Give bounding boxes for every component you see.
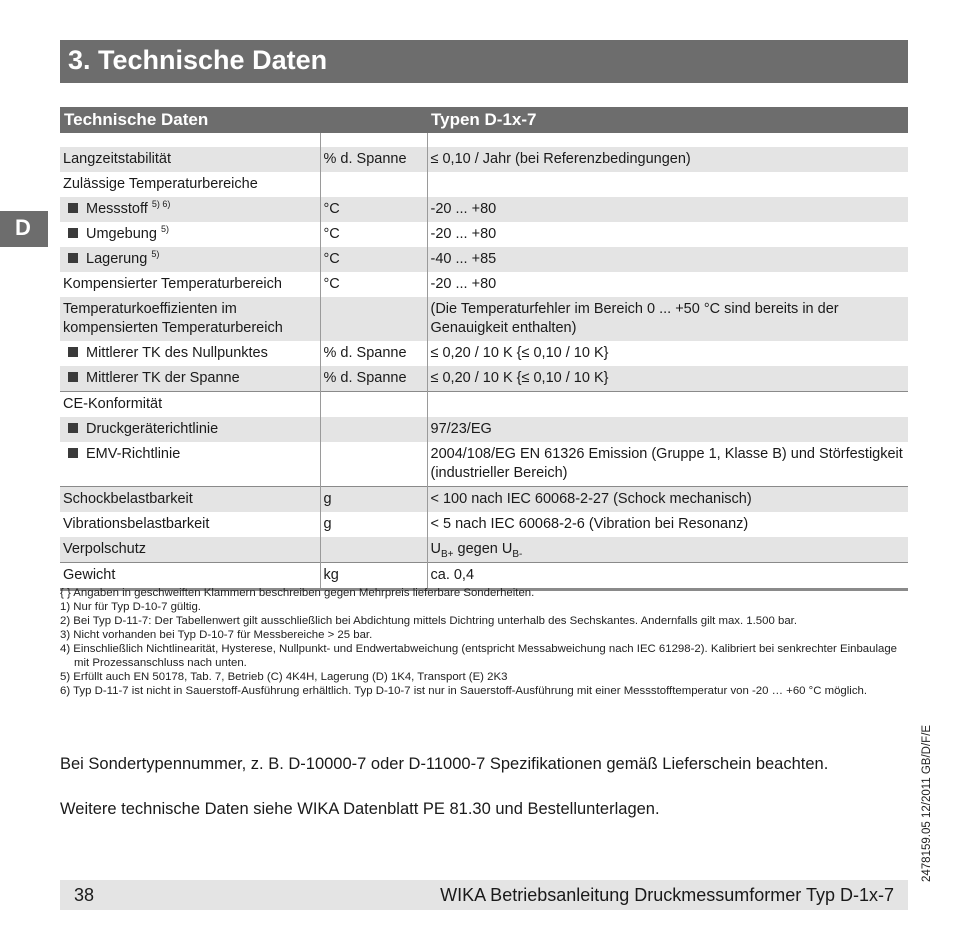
- row-unit: [320, 392, 427, 418]
- row-value: < 5 nach IEC 60068-2-6 (Vibration bei Resonanz): [427, 512, 908, 537]
- row-label: Vibrationsbelastbarkeit: [63, 516, 210, 532]
- row-value: -20 ... +80: [427, 222, 908, 247]
- section-title-bar: [60, 40, 908, 83]
- table-row: [60, 417, 908, 442]
- table-row: [60, 366, 908, 392]
- row-label-cell: [60, 341, 320, 366]
- row-label-cell: [60, 442, 320, 487]
- row-label-cell: [60, 487, 320, 513]
- row-label-cell: [60, 147, 320, 172]
- row-label-cell: [60, 366, 320, 392]
- row-label: Gewicht: [63, 567, 116, 583]
- row-unit: °C: [320, 247, 427, 272]
- row-value: ≤ 0,20 / 10 K {≤ 0,10 / 10 K}: [427, 366, 908, 392]
- subscript: B-: [512, 548, 523, 560]
- square-bullet-icon: [68, 228, 78, 238]
- table-row: [60, 197, 908, 222]
- table-row: [60, 512, 908, 537]
- row-unit: [320, 442, 427, 487]
- value-text: U: [430, 541, 441, 557]
- footnote: 3) Nicht vorhanden bei Typ D-10-7 für Messbereiche > 25 bar.: [60, 629, 373, 641]
- footer-title: WIKA Betriebsanleitung Druckmessumformer Typ D-1x-7: [440, 885, 894, 905]
- row-unit: g: [320, 512, 427, 537]
- table-header: [60, 107, 908, 133]
- language-tab-label: D: [15, 215, 31, 240]
- table-row: [60, 487, 908, 513]
- row-label: Temperaturkoeffizienten im kompensierten Temperaturbereich: [63, 301, 283, 336]
- row-unit: °C: [320, 222, 427, 247]
- square-bullet-icon: [68, 347, 78, 357]
- table-row: [60, 147, 908, 172]
- row-unit: [320, 417, 427, 442]
- row-value: [427, 537, 908, 563]
- row-value: [427, 392, 908, 418]
- footnote: { } Angaben in geschweiften Klammern beschreiben gegen Mehrpreis lieferbare Sonderheiten.: [60, 587, 535, 599]
- footnotes: [60, 586, 910, 698]
- table-row: [60, 392, 908, 418]
- row-unit: [320, 537, 427, 563]
- row-label: Kompensierter Temperaturbereich: [63, 276, 282, 292]
- row-label-cell: [60, 222, 320, 247]
- row-label: Umgebung: [86, 226, 157, 242]
- note-paragraph-2: Weitere technische Daten siehe WIKA Datenblatt PE 81.30 und Bestellunterlagen.: [60, 800, 660, 818]
- row-label: Langzeitstabilität: [63, 151, 172, 167]
- row-label: Lagerung: [86, 251, 148, 267]
- header-col-2: [320, 107, 427, 133]
- row-value: ca. 0,4: [427, 563, 908, 590]
- footnote: 1) Nur für Typ D-10-7 gültig.: [60, 601, 201, 613]
- row-value: 97/23/EG: [427, 417, 908, 442]
- subscript: B+: [440, 548, 454, 560]
- table-row: [60, 247, 908, 272]
- row-unit: kg: [320, 563, 427, 590]
- row-label-cell: [60, 297, 320, 341]
- row-label: Schockbelastbarkeit: [63, 491, 193, 507]
- square-bullet-icon: [68, 448, 78, 458]
- note-paragraph-1: Bei Sondertypennummer, z. B. D-10000-7 oder D-11000-7 Spezifikationen gemäß Lieferschein beachten.: [60, 755, 829, 773]
- row-label: Verpolschutz: [63, 541, 147, 557]
- row-value: ≤ 0,20 / 10 K {≤ 0,10 / 10 K}: [427, 341, 908, 366]
- table-row: [60, 297, 908, 341]
- row-label: Messstoff: [86, 201, 148, 217]
- row-label-cell: [60, 247, 320, 272]
- table-row: [60, 272, 908, 297]
- row-label-cell: [60, 392, 320, 418]
- row-unit: °C: [320, 197, 427, 222]
- row-unit: [320, 172, 427, 197]
- row-unit: % d. Spanne: [320, 147, 427, 172]
- row-unit: % d. Spanne: [320, 341, 427, 366]
- table-row: [60, 442, 908, 487]
- footnote-ref: 5) 6): [151, 199, 171, 210]
- footnote: 6) Typ D-11-7 ist nicht in Sauerstoff-Ausführung erhältlich. Typ D-10-7 ist nur in Sauerstoff-Ausführung mit einer Messstofftemperatur von -20 … +60 °C möglich.: [60, 685, 868, 697]
- header-col-1: Technische Daten: [60, 107, 320, 133]
- row-label-cell: [60, 272, 320, 297]
- language-tab: [0, 211, 48, 247]
- row-value: 2004/108/EG EN 61326 Emission (Gruppe 1, Klasse B) und Störfestigkeit (industrieller Bereich): [427, 442, 908, 487]
- square-bullet-icon: [68, 253, 78, 263]
- row-value: -20 ... +80: [427, 197, 908, 222]
- row-label: Mittlerer TK des Nullpunktes: [86, 345, 268, 361]
- section-title: 3. Technische Daten: [68, 45, 328, 75]
- row-value: (Die Temperaturfehler im Bereich 0 ... +50 °C sind bereits in der Genauigkeit enthalten): [427, 297, 908, 341]
- row-label-cell: [60, 512, 320, 537]
- table-row: [60, 341, 908, 366]
- row-unit: °C: [320, 272, 427, 297]
- row-label: Druckgeräterichtlinie: [86, 421, 219, 437]
- footnote: 5) Erfüllt auch EN 50178, Tab. 7, Betrieb (C) 4K4H, Lagerung (D) 1K4, Transport (E) 2K3: [60, 671, 508, 683]
- table-row: [60, 172, 908, 197]
- footnote: 2) Bei Typ D-11-7: Der Tabellenwert gilt ausschließlich bei Abdichtung mittels Dichtring unterhalb des Sechskantes. Andernfalls gilt max. 1.500 bar.: [60, 615, 797, 627]
- row-value: < 100 nach IEC 60068-2-27 (Schock mechanisch): [427, 487, 908, 513]
- row-label: Mittlerer TK der Spanne: [86, 370, 240, 386]
- footnote-ref: 5): [151, 249, 160, 260]
- row-unit: [320, 297, 427, 341]
- row-value: ≤ 0,10 / Jahr (bei Referenzbedingungen): [427, 147, 908, 172]
- document-number: 2478159.05 12/2011 GB/D/F/E: [921, 724, 933, 882]
- table-row: [60, 537, 908, 563]
- square-bullet-icon: [68, 203, 78, 213]
- footnote: 4) Einschließlich Nichtlinearität, Hysterese, Nullpunkt- und Endwertabweichung (entspricht Messabweichung nach IEC 61298-2). Kalibriert bei senkrechter Einbaulage mit Prozessanschluss nach unten.: [60, 643, 898, 669]
- row-label-cell: [60, 537, 320, 563]
- row-label: Zulässige Temperaturbereiche: [63, 176, 258, 192]
- footnote-ref: 5): [160, 224, 169, 235]
- row-label-cell: [60, 417, 320, 442]
- page-number: 38: [74, 885, 95, 905]
- header-col-3: Typen D-1x-7: [427, 107, 908, 133]
- table-row: [60, 222, 908, 247]
- row-label-cell: [60, 172, 320, 197]
- spec-table: [60, 107, 908, 591]
- row-unit: % d. Spanne: [320, 366, 427, 392]
- square-bullet-icon: [68, 372, 78, 382]
- value-text: gegen U: [453, 541, 513, 557]
- row-unit: g: [320, 487, 427, 513]
- page-footer: [60, 880, 908, 910]
- row-label: EMV-Richtlinie: [86, 446, 181, 462]
- row-value: -20 ... +80: [427, 272, 908, 297]
- row-value: [427, 172, 908, 197]
- row-label-cell: [60, 197, 320, 222]
- row-label: CE-Konformität: [63, 396, 163, 412]
- square-bullet-icon: [68, 423, 78, 433]
- row-value: -40 ... +85: [427, 247, 908, 272]
